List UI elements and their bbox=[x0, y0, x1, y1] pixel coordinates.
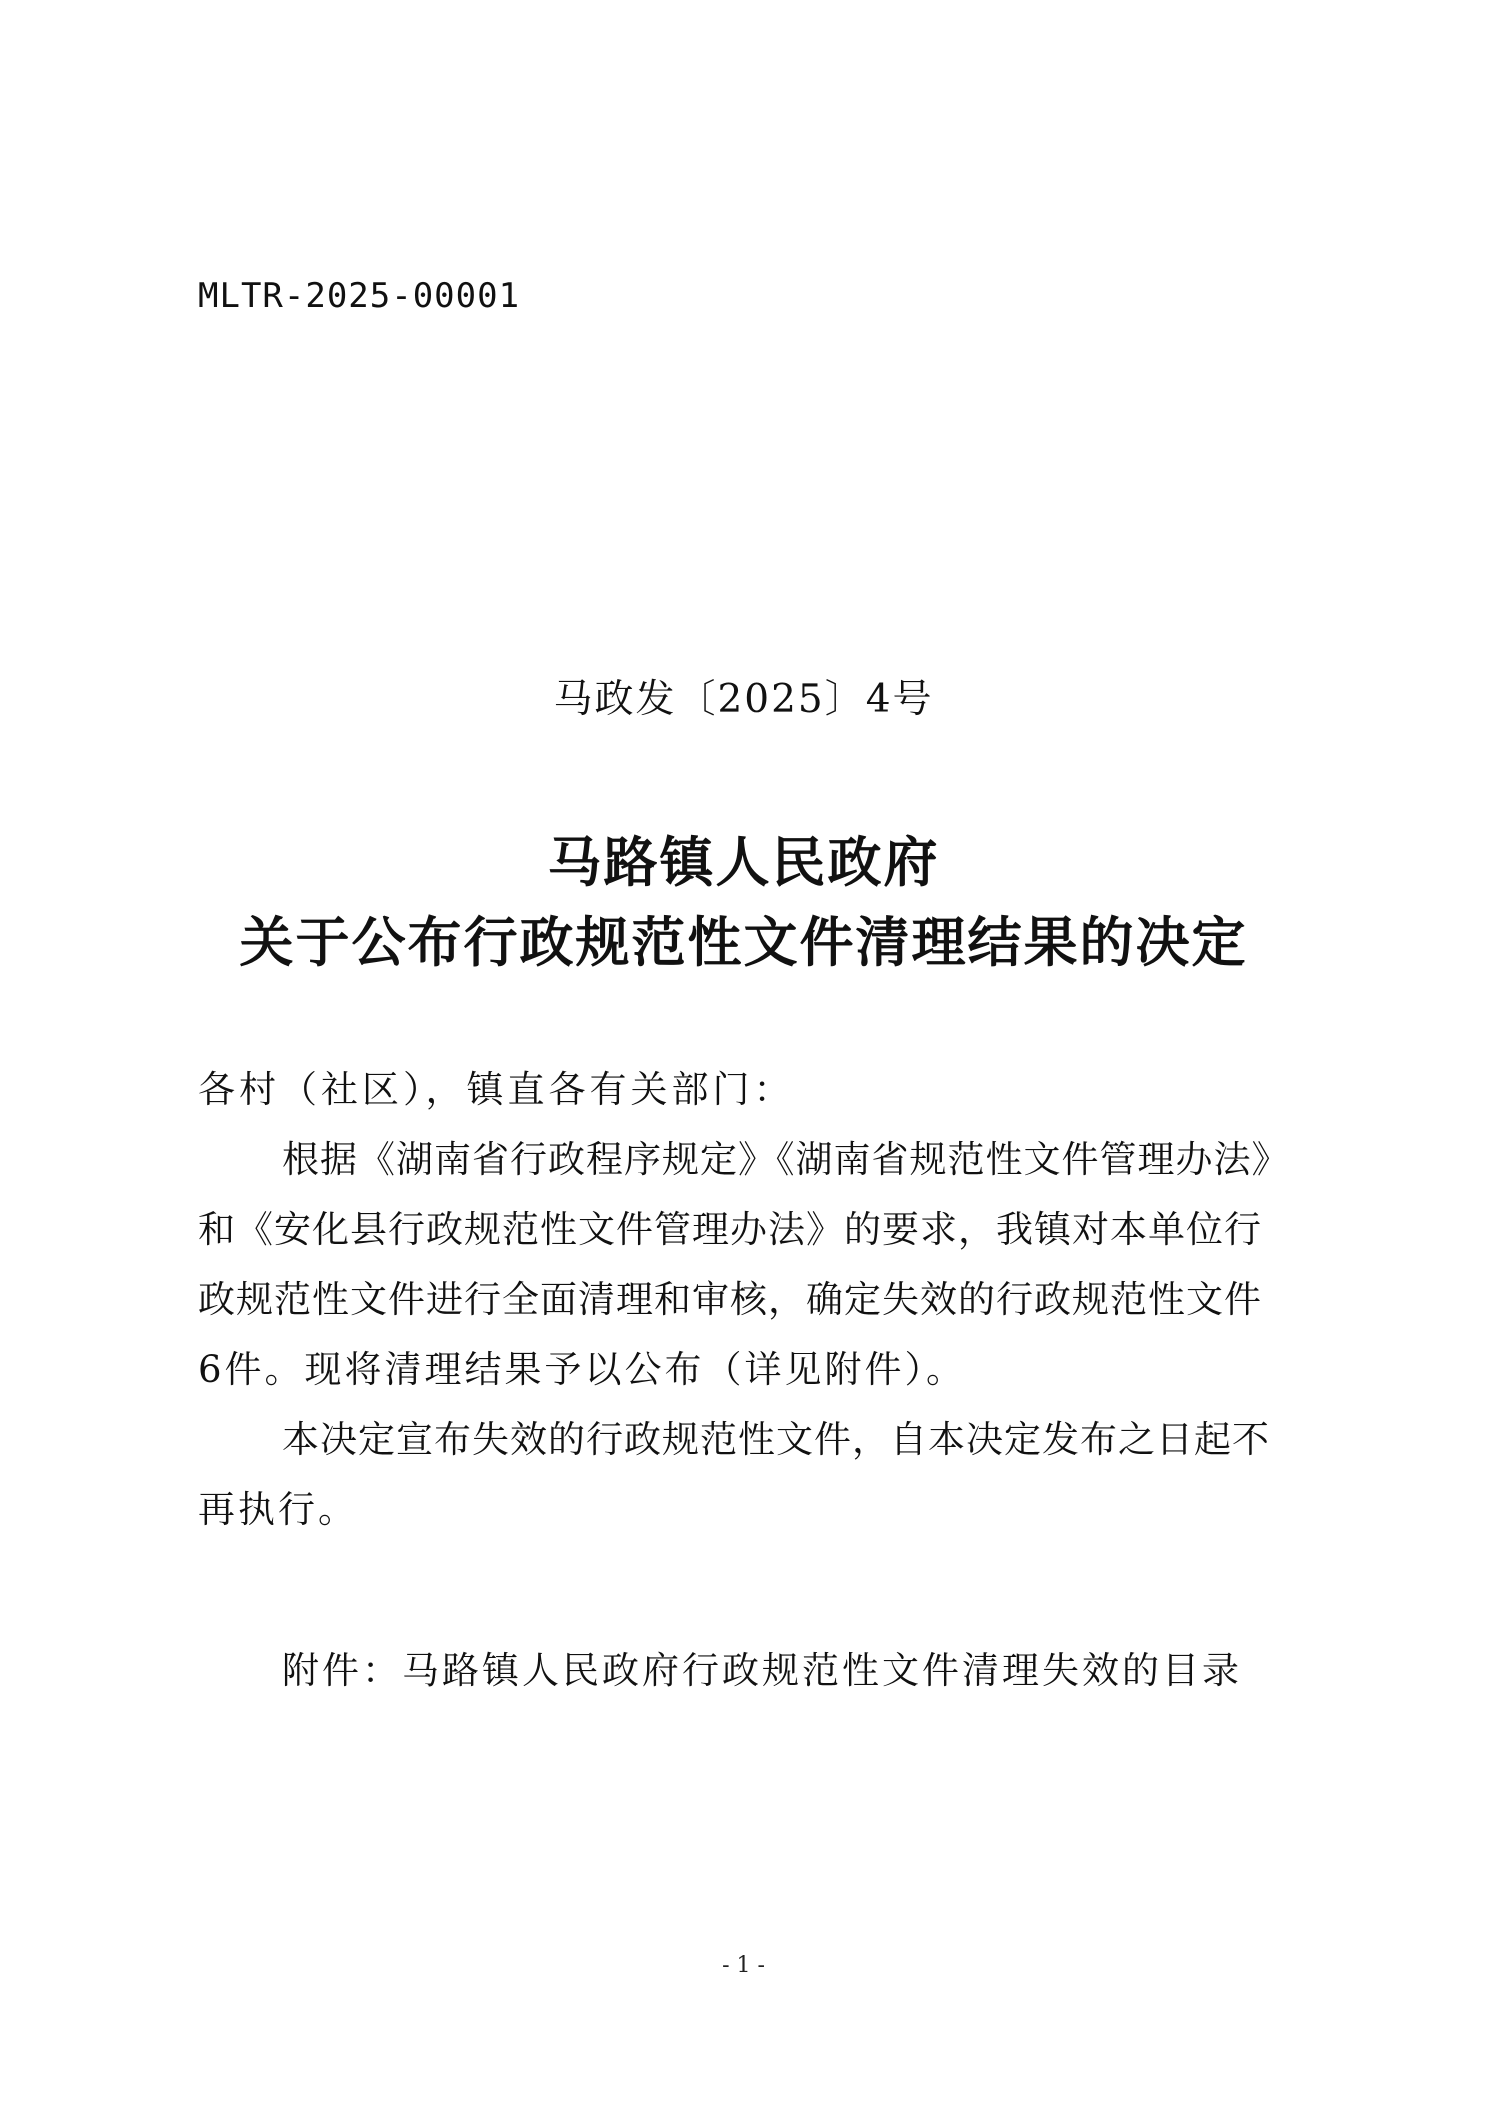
attachment-note: 附件：马路镇人民政府行政规范性文件清理失效的目录 bbox=[282, 1649, 1242, 1692]
document-number: 马政发〔2025〕4号 bbox=[553, 677, 934, 722]
paragraph-2-line: 本决定宣布失效的行政规范性文件，自本决定发布之日起不 bbox=[282, 1418, 1270, 1461]
document-code: MLTR-2025-00001 bbox=[198, 276, 521, 316]
paragraph-1-line: 和《安化县行政规范性文件管理办法》的要求，我镇对本单位行 bbox=[198, 1208, 1262, 1251]
title-line-2: 关于公布行政规范性文件清理结果的决定 bbox=[239, 911, 1248, 974]
addressee: 各村（社区），镇直各有关部门： bbox=[198, 1068, 795, 1111]
paragraph-1-line: 根据《湖南省行政程序规定》《湖南省规范性文件管理办法》 bbox=[282, 1138, 1290, 1181]
page-number: - 1 - bbox=[722, 1953, 765, 1978]
paragraph-2 bbox=[198, 1405, 1310, 1545]
paragraph-1-line: 6件。现将清理结果予以公布（详见附件）。 bbox=[198, 1348, 967, 1391]
title-line-1: 马路镇人民政府 bbox=[547, 831, 940, 894]
paragraph-1 bbox=[198, 1125, 1310, 1405]
paragraph-2-line: 再执行。 bbox=[198, 1488, 358, 1531]
paragraph-1-line: 政规范性文件进行全面清理和审核，确定失效的行政规范性文件 bbox=[198, 1278, 1262, 1321]
